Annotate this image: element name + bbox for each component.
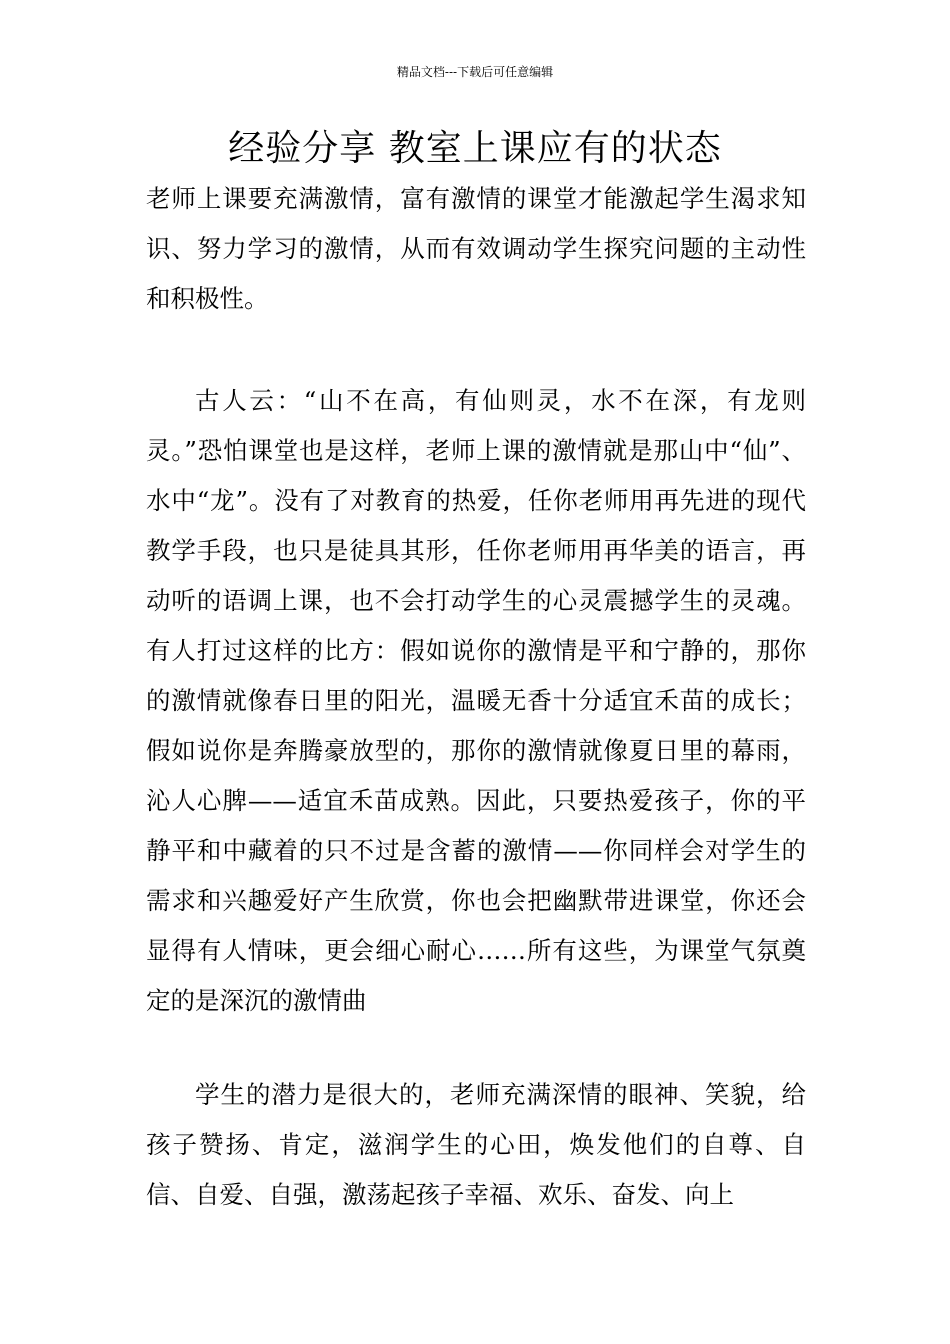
header-note: 精品文档---下载后可任意编辑 [396, 65, 554, 79]
paragraph-text: 学生的潜力是很大的，老师充满深情的眼神、笑貌，给孩子赞扬、肯定，滋润学生的心田，焕发他们的自尊、自信、自爱、自强，激荡起孩子幸福、欢乐、奋发、向上 [146, 1080, 806, 1209]
paragraph-text: 老师上课要充满激情，富有激情的课堂才能激起学生渴求知识、努力学习的激情，从而有效调动学生探究问题的主动性和积极性。 [146, 184, 806, 313]
paragraph-text: 古人云：“山不在高，有仙则灵，水不在深，有龙则灵。”恐怕课堂也是这样，老师上课的激情就是那山中“仙”、水中“龙”。没有了对教育的热爱，任你老师用再先进的现代教学手段，也只是徒具其形，任你老师用再华美的语言，再动听的语调上课，也不会打动学生的心灵震撼学生的灵魂。有人打过这样的比方：假如说你的激情是平和宁静的，那你的激情就像春日里的阳光，温暖无香十分适宜禾苗的成长；假如说你是奔腾豪放型的，那你的激情就像夏日里的幕雨，沁人心脾——适宜禾苗成熟。因此，只要热爱孩子，你的平静平和中藏着的只不过是含蓄的激情——你同样会对学生的需求和兴趣爱好产生欣赏，你也会把幽默带进课堂，你还会显得有人情味，更会细心耐心……所有这些，为课堂气氛奠定的是深沉的激情曲 [146, 386, 806, 1015]
paragraph-1 [146, 174, 806, 324]
paragraph-2 [146, 376, 806, 1026]
paragraph-3 [146, 1070, 806, 1220]
page-title: 经验分享 教室上课应有的状态 [228, 128, 722, 169]
